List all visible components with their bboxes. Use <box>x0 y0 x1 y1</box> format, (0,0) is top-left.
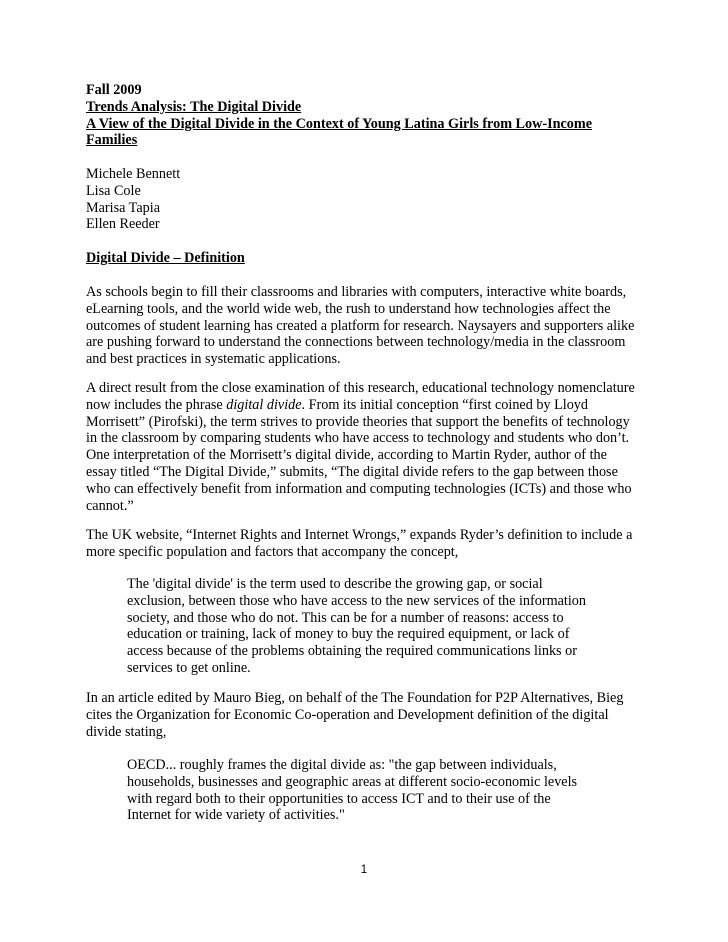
paragraph-1 <box>86 284 646 368</box>
page-number: 1 <box>360 864 368 876</box>
block-quote-1 <box>127 576 607 677</box>
text-line <box>86 397 646 414</box>
quote-line: The 'digital divide' is the term used to describe the growing gap, or social <box>127 576 543 592</box>
term-label: Fall 2009 <box>86 82 142 98</box>
text-line: The UK website, “Internet Rights and Internet Wrongs,” expands Ryder’s definition to include a <box>86 527 633 543</box>
text-line: cannot.” <box>86 497 134 514</box>
text-line: are pushing forward to understand the connections between technology/media in the classroom <box>86 334 626 351</box>
document-header <box>86 82 646 149</box>
text-line: A direct result from the close examination of this research, educational technology nomenclature <box>86 380 635 396</box>
text-span: . From its initial conception “first coined by Lloyd <box>301 396 588 413</box>
text-line: As schools begin to fill their classrooms and libraries with computers, interactive white boards, <box>86 284 627 300</box>
quote-line: services to get online. <box>127 659 251 676</box>
quote-line: access because of the problems obtaining the required communications links or <box>127 643 577 660</box>
text-line: cites the Organization for Economic Co-operation and Development definition of the digital <box>86 706 609 723</box>
emphasis-term: digital divide <box>226 396 302 413</box>
author-name: Lisa Cole <box>86 182 141 199</box>
section-heading-text: Digital Divide – Definition <box>86 250 245 266</box>
paper-title-line-1: A View of the Digital Divide in the Context of Young Latina Girls from Low-Income <box>86 115 593 132</box>
text-line: outcomes of student learning has created a platform for research. Naysayers and supporters alike <box>86 317 635 334</box>
text-line: essay titled “The Digital Divide,” submits, “The digital divide refers to the gap between those <box>86 463 618 480</box>
text-span: now includes the phrase <box>86 396 227 413</box>
text-line: and best practices in systematic applications. <box>86 351 341 368</box>
quote-line: with regard both to their opportunities to access ICT and to their use of the <box>127 790 551 807</box>
quote-line: exclusion, between those who have access to the new services of the information <box>127 592 586 609</box>
author-name: Marisa Tapia <box>86 199 160 216</box>
text-line: Morrisett” (Pirofski), the term strives to provide theories that support the benefits of technology <box>86 413 630 430</box>
paragraph-2 <box>86 380 646 514</box>
text-line: eLearning tools, and the world wide web, the rush to understand how technologies affect the <box>86 300 611 317</box>
text-line: who can effectively benefit from information and computing technologies (ICTs) and those who <box>86 480 632 497</box>
quote-line: society, and those who do not. This can be for a number of reasons: access to <box>127 609 564 626</box>
text-line: divide stating, <box>86 723 167 740</box>
quote-line: education or training, lack of money to buy the required equipment, or lack of <box>127 626 570 643</box>
text-line: One interpretation of the Morrisett’s digital divide, according to Martin Ryder, author of the <box>86 447 607 464</box>
section-heading <box>86 250 646 267</box>
course-title: Trends Analysis: The Digital Divide <box>86 98 302 115</box>
paper-title-line-2: Families <box>86 132 138 149</box>
text-line: in the classroom by comparing students who have access to technology and students who don’t. <box>86 430 630 447</box>
text-line: more specific population and factors that accompany the concept, <box>86 543 459 560</box>
author-list <box>86 166 646 233</box>
quote-line: households, businesses and geographic areas at different socio-economic levels <box>127 773 578 790</box>
paragraph-4 <box>86 690 646 740</box>
text-line: In an article edited by Mauro Bieg, on behalf of the The Foundation for P2P Alternatives, Bieg <box>86 690 624 706</box>
block-quote-2 <box>127 757 607 824</box>
quote-line: Internet for wide variety of activities." <box>127 807 345 824</box>
quote-line: OECD... roughly frames the digital divide as: "the gap between individuals, <box>127 757 557 773</box>
paragraph-3 <box>86 527 646 561</box>
author-name: Michele Bennett <box>86 166 181 182</box>
author-name: Ellen Reeder <box>86 216 160 233</box>
